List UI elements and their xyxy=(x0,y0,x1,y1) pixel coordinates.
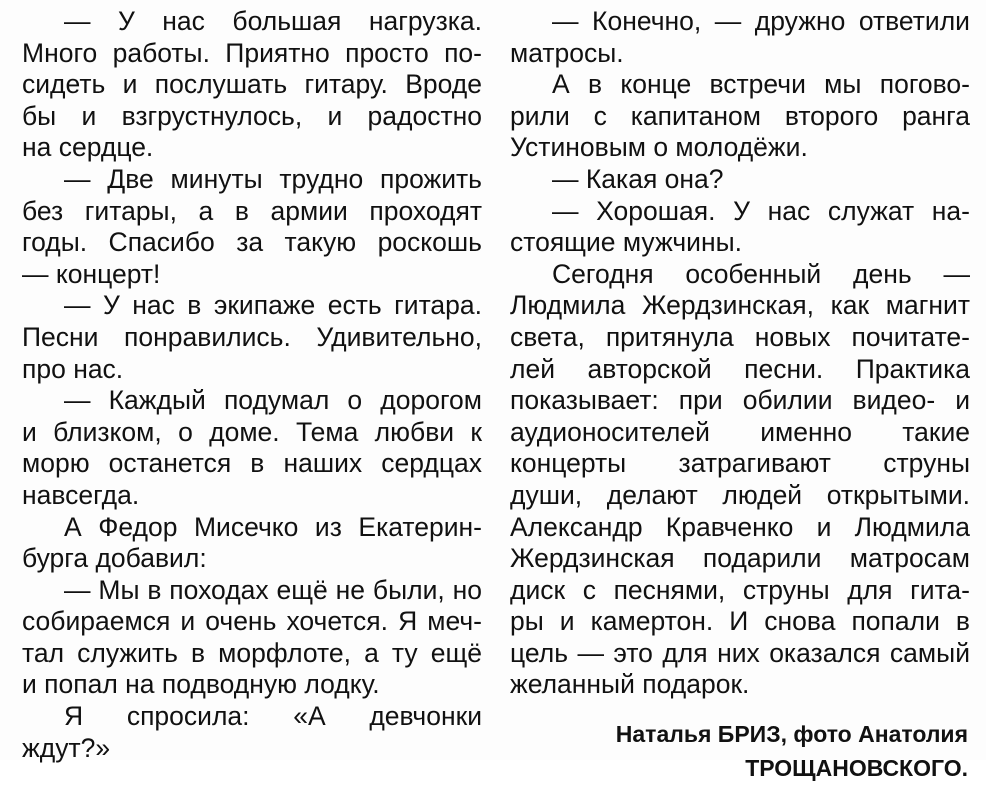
text-line: сидеть и послушать гитару. Вроде xyxy=(22,69,482,100)
byline-author: Наталья БРИЗ, фото Анатолия xyxy=(615,721,968,748)
byline-spacer xyxy=(510,701,970,717)
text-line: — У нас в экипаже есть гитара. xyxy=(64,290,482,321)
text-line: — концерт! xyxy=(22,258,161,289)
text-line: желанный подарок. xyxy=(510,669,750,700)
text-line: Александр Кравченко и Людмила xyxy=(510,511,970,542)
text-line: и близком, о доме. Тема любви к xyxy=(22,416,482,447)
text-line: — Каждый подумал о дорогом xyxy=(64,385,482,416)
text-line: бы и взгрустнулось, и радостно xyxy=(22,100,482,131)
text-line: цель — это для них оказался самый xyxy=(510,637,970,668)
text-line: А в конце встречи мы погово- xyxy=(552,69,970,100)
text-line: показывает: при обилии видео- и xyxy=(510,385,970,416)
text-line: стоящие мужчины. xyxy=(510,227,743,258)
text-line: — Хорошая. У нас служат на- xyxy=(552,195,970,226)
byline xyxy=(510,717,970,785)
right-column xyxy=(510,6,970,785)
text-line: Песни понравились. Удивительно, xyxy=(22,321,482,352)
text-line: Я спросила: «А девчонки xyxy=(64,701,482,732)
text-line: тал служить в морфлоте, а ту ещё xyxy=(22,637,482,668)
text-line: про нас. xyxy=(22,353,124,384)
text-line: и попал на подводную лодку. xyxy=(22,669,380,700)
text-line: души, делают людей открытыми. xyxy=(510,479,970,510)
text-line: концерты затрагивают струны xyxy=(510,448,970,479)
text-line: диск с песнями, струны для гита- xyxy=(510,574,970,605)
text-line: — Мы в походах ещё не были, но xyxy=(64,574,482,605)
byline-photographer: ТРОЩАНОВСКОГО. xyxy=(745,755,968,782)
text-line: Людмила Жердзинская, как магнит xyxy=(510,290,970,321)
text-line: Много работы. Приятно просто по- xyxy=(22,37,482,68)
text-line: ждут?» xyxy=(22,732,111,763)
text-line: Сегодня особенный день — xyxy=(552,258,970,289)
text-line: рили с капитаном второго ранга xyxy=(510,100,970,131)
text-line: А Федор Мисечко из Екатерин- xyxy=(64,511,482,542)
text-line: света, притянула новых почитате- xyxy=(510,321,970,352)
right-column-text xyxy=(510,6,970,701)
text-line: без гитары, а в армии проходят xyxy=(22,195,482,226)
text-line: — Какая она? xyxy=(552,163,724,194)
text-line: годы. Спасибо за такую роскошь xyxy=(22,227,482,258)
text-line: — У нас большая нагрузка. xyxy=(64,6,482,36)
text-line: — Две минуты трудно прожить xyxy=(64,163,482,194)
text-line: бурга добавил: xyxy=(22,543,207,574)
left-column xyxy=(22,6,482,764)
text-line: Жердзинская подарили матросам xyxy=(510,543,970,574)
text-line: — Конечно, — дружно ответили xyxy=(552,6,970,36)
text-line: матросы. xyxy=(510,37,624,68)
text-line: ры и камертон. И снова попали в xyxy=(510,606,970,637)
text-line: аудионосителей именно такие xyxy=(510,416,970,447)
text-line: морю останется в наших сердцах xyxy=(22,448,482,479)
text-line: навсегда. xyxy=(22,479,140,510)
text-line: на сердце. xyxy=(22,132,154,163)
text-line: Устиновым о молодёжи. xyxy=(510,132,808,163)
text-line: собираемся и очень хочется. Я меч- xyxy=(22,606,482,637)
text-line: лей авторской песни. Практика xyxy=(510,353,970,384)
